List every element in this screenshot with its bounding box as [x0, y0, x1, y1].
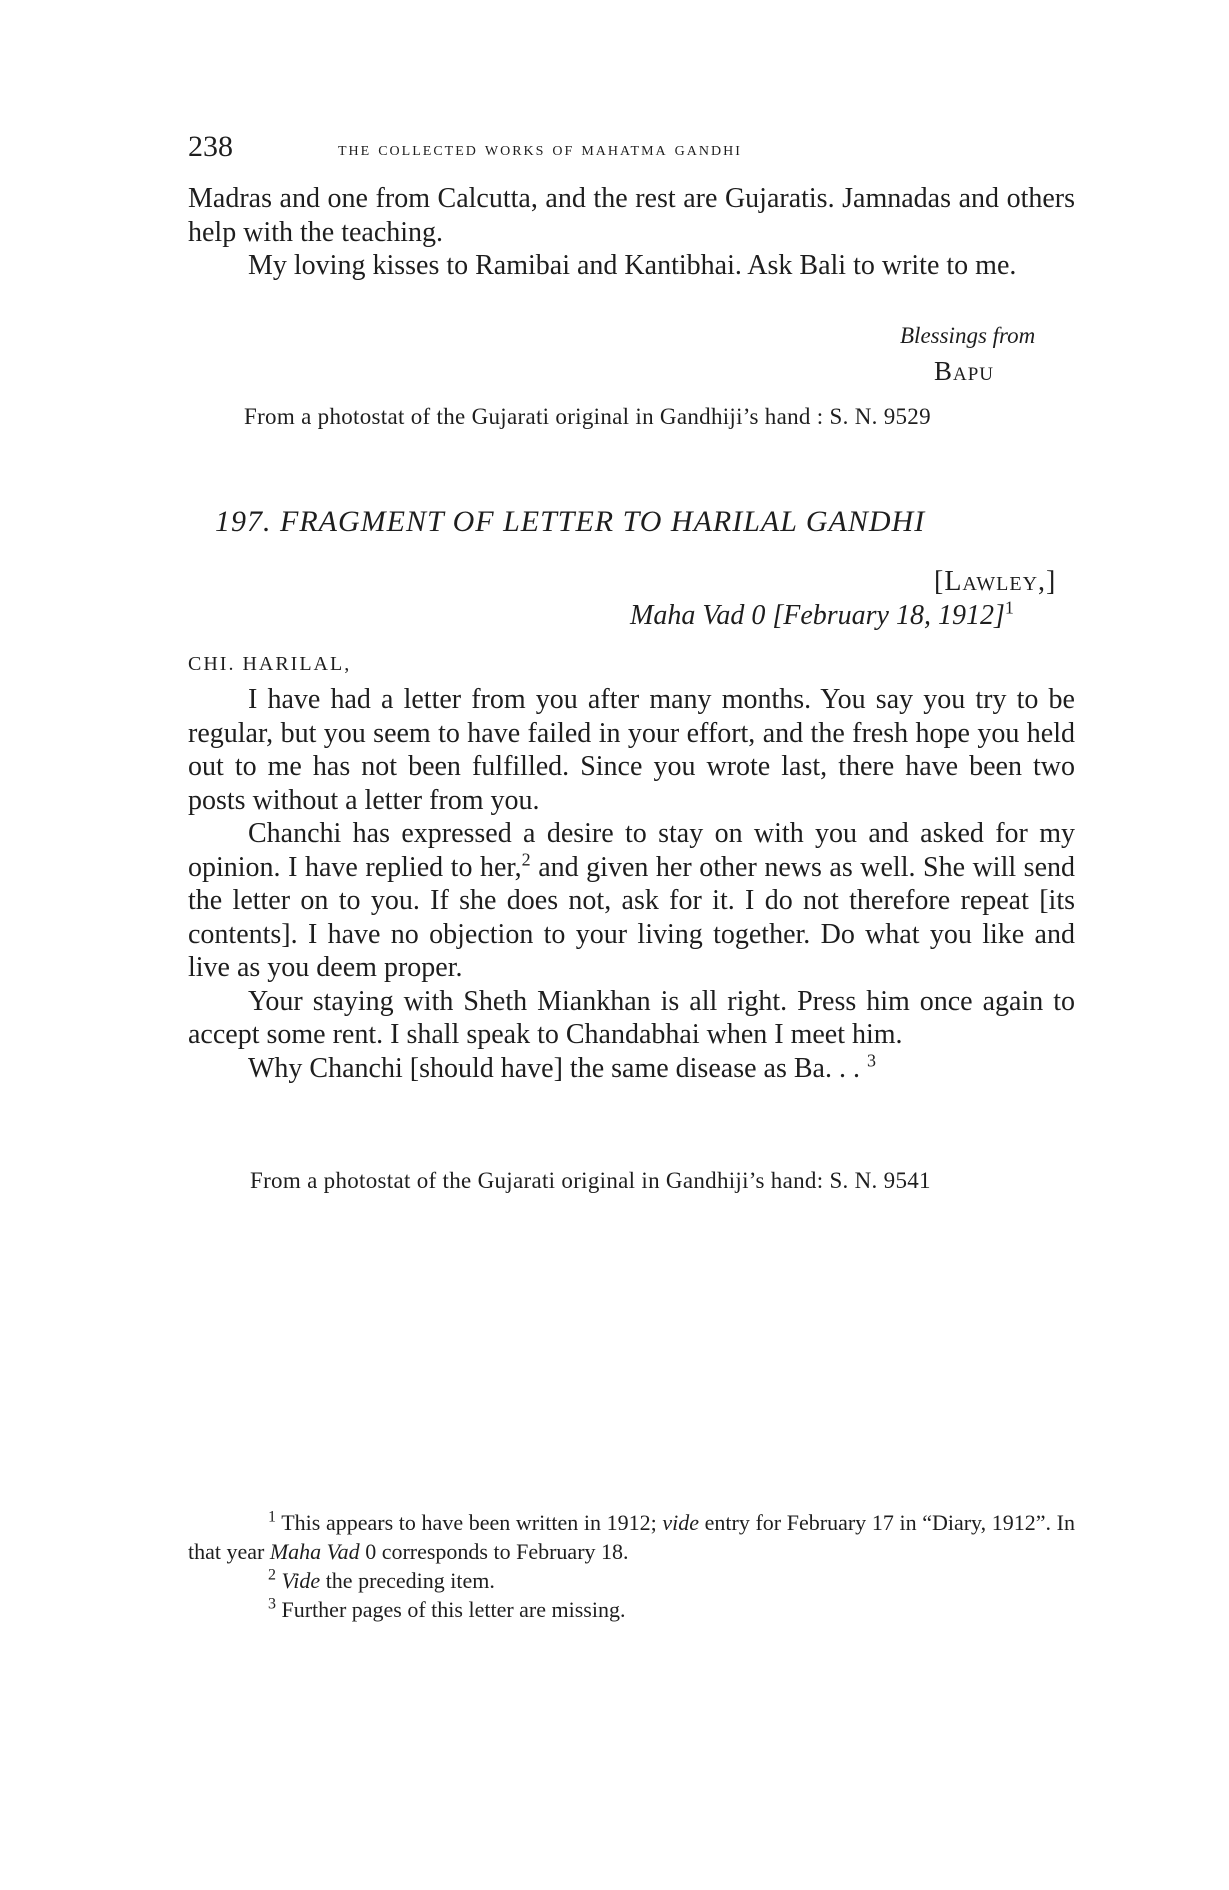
letter-paragraph: Your staying with Sheth Miankhan is all right. Press him once again to accept some rent. I shall speak to Chandabhai when I meet him.: [188, 985, 1075, 1050]
running-head: [188, 130, 1068, 170]
footnote-mark: 2: [268, 1566, 276, 1584]
letter-text: Why Chanchi [should have] the same disease as Ba. . .: [248, 1052, 867, 1084]
footnote-text: Further pages of this letter are missing.: [276, 1597, 626, 1622]
footnote-text: This appears to have been written in 1912;: [276, 1510, 663, 1535]
footnote-ref-2: 2: [521, 849, 531, 870]
footnote-text: the preceding item.: [320, 1568, 495, 1593]
footnote-1: [188, 1508, 1075, 1566]
letter-place: [934, 566, 1056, 598]
footnote-italic: Vide: [276, 1568, 321, 1593]
previous-letter-source: From a photostat of the Gujarati original in Gandhiji’s hand : S. N. 9529: [244, 404, 931, 429]
footnote-italic: vide: [662, 1510, 699, 1535]
footnote-mark: 3: [268, 1595, 276, 1613]
letter-text: and given her other news as well. She will send the letter on to you. If she does not, ask for it. I do not therefore repeat [its contents]. I have no objection to your living together. Do what you like and live as you deem proper.: [188, 851, 1076, 983]
previous-letter-body: [188, 182, 1075, 283]
footnote-3: [188, 1595, 1075, 1624]
letter-text: Chanchi has expressed a desire to stay on with you and asked for my opinion. I have replied to her,: [188, 818, 1075, 883]
footnote-ref-1: 1: [1004, 597, 1014, 618]
salutation: CHI. HARILAL,: [188, 653, 352, 675]
footnote-italic: Maha Vad: [269, 1539, 360, 1564]
letter-paragraph: [188, 817, 1075, 985]
place-text: [Lawley,]: [934, 566, 1057, 597]
footnote-2: [188, 1566, 1075, 1595]
letter-paragraph: [188, 1052, 1075, 1086]
page-number: 238: [188, 130, 233, 163]
signature: Bapu: [934, 356, 995, 386]
item-title: 197. FRAGMENT OF LETTER TO HARILAL GANDHI: [215, 505, 926, 538]
footnote-ref-3: 3: [866, 1050, 876, 1071]
footnote-mark: 1: [268, 1508, 276, 1526]
letter-source: From a photostat of the Gujarati original in Gandhiji’s hand: S. N. 9541: [250, 1168, 931, 1193]
footnote-text: entry for February 17 in “Diary, 1912”. In that year: [188, 1510, 1075, 1564]
footnote-text: 0 corresponds to February 18.: [359, 1539, 629, 1564]
previous-letter-paragraph: My loving kisses to Ramibai and Kantibhai. Ask Bali to write to me.: [248, 250, 1017, 281]
running-title: the collected works of mahatma gandhi: [338, 138, 742, 160]
previous-letter-paragraph: Madras and one from Calcutta, and the rest are Gujaratis. Jamnadas and others help with the teaching.: [188, 183, 1075, 248]
closing-blessings: Blessings from: [900, 323, 1036, 348]
letter-paragraph: I have had a letter from you after many months. You say you try to be regular, but you seem to have failed in your effort, and the fresh hope you held out to me has not been fulfilled. Since you wrote last, there have been two posts without a letter from you.: [188, 684, 1075, 816]
footnotes: [188, 1508, 1075, 1624]
letter-date: [630, 597, 1014, 632]
date-text: Maha Vad 0 [February 18, 1912]: [630, 600, 1005, 631]
letter-body: [188, 683, 1075, 1085]
